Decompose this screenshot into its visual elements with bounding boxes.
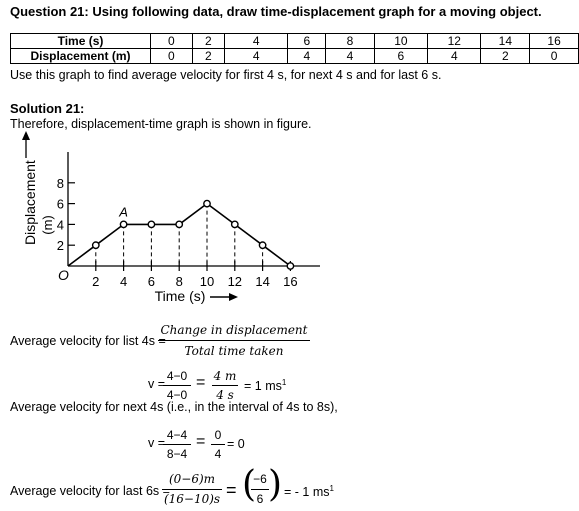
table-cell: 12	[428, 34, 481, 49]
question-title: Question 21: Using following data, draw time-displacement graph for a moving object.	[10, 4, 542, 19]
table-cell: 16	[530, 34, 579, 49]
avg-velocity-first-label: Average velocity for list 4s =	[10, 334, 166, 348]
y-axis-unit: (m)	[40, 215, 55, 235]
table-cell: 4	[428, 49, 481, 64]
y-tick-label: 2	[56, 238, 64, 254]
fraction-numerator: 4−4	[166, 428, 188, 442]
fraction-numerator: 0	[214, 428, 222, 442]
table-row-label: Displacement (m)	[11, 49, 151, 64]
fraction-numerator: Change in displacement	[160, 323, 308, 337]
table-cell: 4	[225, 34, 288, 49]
avg-velocity-next-label: Average velocity for next 4s (i.e., in the interval of 4s to 8s),	[10, 400, 338, 414]
y-axis-label: Displacement	[22, 160, 38, 245]
v1-prefix: v =	[148, 377, 166, 391]
fraction-denominator: 6	[251, 489, 269, 506]
v3-fraction-values	[251, 472, 269, 506]
v1-exponent: 1	[281, 378, 287, 387]
equals-sign: =	[196, 374, 206, 391]
x-tick-label: 4	[119, 274, 128, 289]
fraction-denominator: 8−4	[163, 444, 191, 461]
table-cell: 2	[192, 49, 224, 64]
displacement-time-graph	[0, 130, 330, 310]
x-tick-label: 6	[147, 274, 156, 289]
v3-fraction	[162, 472, 222, 506]
fraction-numerator: 4 m	[213, 369, 237, 383]
table-cell: 4	[326, 49, 374, 64]
v2-prefix: v =	[148, 436, 166, 450]
table-cell: 8	[326, 34, 374, 49]
y-tick-label: 4	[56, 217, 64, 233]
v1-result	[244, 378, 286, 393]
data-point	[204, 200, 210, 206]
table-cell: 6	[374, 49, 427, 64]
table-cell: 0	[530, 49, 579, 64]
table-cell: 6	[288, 34, 326, 49]
table-cell: 0	[150, 49, 192, 64]
y-tick-label: 6	[56, 196, 64, 212]
arrow-icon	[229, 293, 238, 301]
instruction-text: Use this graph to find average velocity for first 4 s, for next 4 s and for last 6 s.	[10, 68, 442, 82]
fraction-denominator: 4 s	[212, 385, 238, 402]
table-cell: 2	[192, 34, 224, 49]
left-paren-icon: (	[242, 464, 257, 505]
right-paren-icon: )	[268, 464, 283, 505]
v2-fraction	[163, 428, 191, 461]
v1-fraction-units	[212, 369, 238, 402]
table-cell: 4	[288, 49, 326, 64]
y-tick-label: 8	[56, 175, 64, 191]
v2-result: = 0	[227, 437, 245, 451]
table-row	[11, 49, 579, 64]
x-tick-label: 8	[175, 274, 183, 289]
origin-label: O	[58, 267, 69, 283]
x-tick-label: 2	[92, 274, 100, 289]
data-point	[176, 221, 182, 227]
table-cell: 10	[374, 34, 427, 49]
equals-sign: =	[226, 480, 237, 500]
fraction-denominator: (16−10)s	[162, 489, 222, 506]
v3-result-text: = - 1 ms	[284, 485, 330, 500]
solution-title: Solution 21:	[10, 101, 85, 116]
arrow-icon	[22, 131, 30, 140]
fraction-numerator: 4−0	[166, 369, 188, 383]
data-point	[148, 221, 154, 227]
formula-fraction	[158, 323, 310, 358]
fraction-numerator: (0−6)m	[168, 472, 216, 486]
point-annotation: A	[119, 204, 128, 220]
table-cell: 2	[481, 49, 530, 64]
table-row	[11, 34, 579, 49]
x-axis-label: Time (s)	[154, 288, 206, 304]
data-point	[120, 221, 126, 227]
chart-layer	[57, 176, 298, 289]
avg-velocity-last-label: Average velocity for last 6s =	[10, 484, 170, 498]
v3-exponent: 1	[329, 484, 334, 493]
fraction-denominator: 4−0	[163, 385, 191, 402]
fraction-denominator: 4	[211, 444, 225, 461]
table-cell: 14	[481, 34, 530, 49]
v1-result-text: = 1 ms	[244, 379, 282, 394]
v2-fraction-values	[211, 428, 225, 461]
data-point	[287, 263, 293, 269]
data-point	[93, 242, 99, 248]
x-tick-label: 12	[227, 274, 243, 289]
fraction-denominator: Total time taken	[158, 340, 310, 358]
equals-sign: =	[196, 433, 206, 450]
data-table	[10, 33, 579, 64]
table-cell: 0	[150, 34, 192, 49]
x-tick-label: 16	[283, 274, 298, 289]
solution-intro: Therefore, displacement-time graph is shown in figure.	[10, 117, 312, 131]
v1-fraction	[163, 369, 191, 402]
x-tick-label: 14	[255, 274, 270, 289]
v3-result	[284, 484, 334, 499]
table-row-label: Time (s)	[11, 34, 151, 49]
data-point	[232, 221, 238, 227]
table-cell: 4	[225, 49, 288, 64]
x-tick-label: 10	[199, 274, 215, 289]
fraction-numerator: −6	[253, 472, 267, 486]
data-point	[259, 242, 265, 248]
